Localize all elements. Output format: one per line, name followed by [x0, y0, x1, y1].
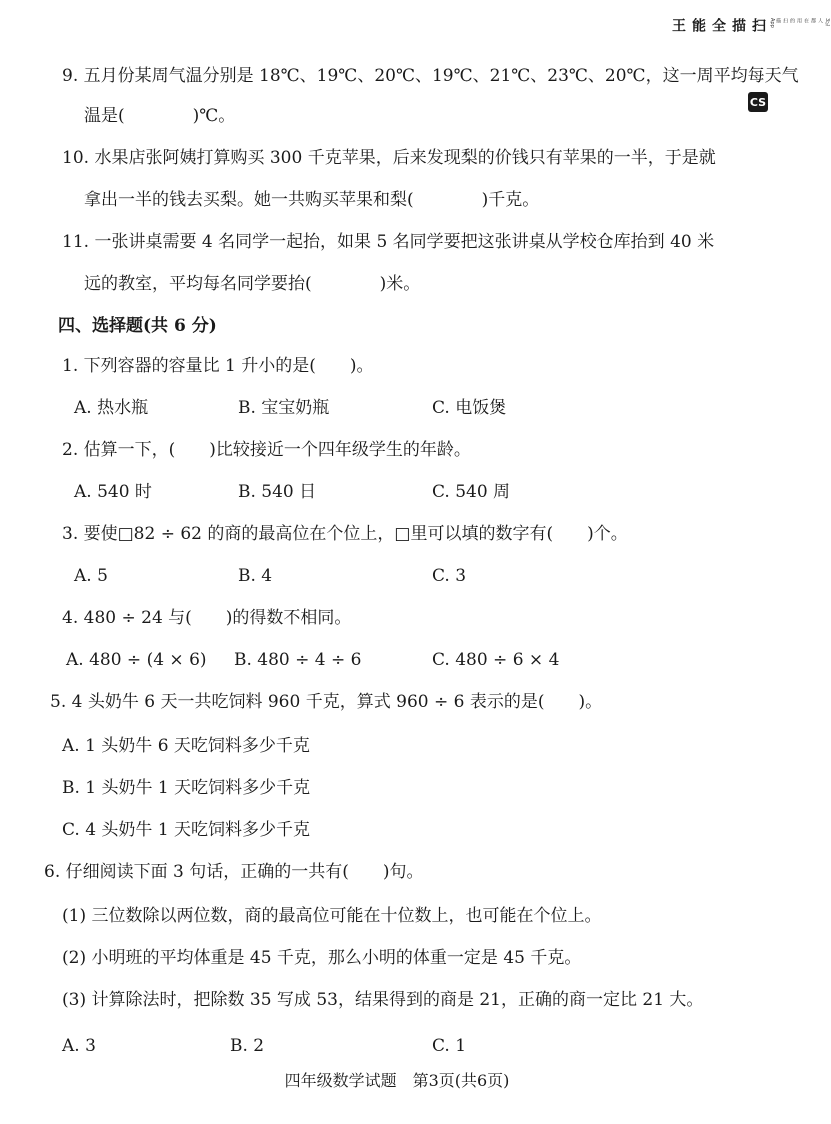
choice-1-option-a: A. 热水瓶: [74, 398, 149, 418]
choice-6-option-b: B. 2: [230, 1036, 265, 1056]
brand-tagline: 3亿人都在用的扫描App: [769, 18, 830, 28]
choice-4-option-a: A. 480 ÷ (4 × 6): [66, 650, 207, 670]
choice-3-option-a: A. 5: [74, 566, 108, 586]
choice-4-option-b: B. 480 ÷ 4 ÷ 6: [234, 650, 362, 670]
choice-2-option-a: A. 540 时: [74, 482, 152, 502]
choice-6-statement-1: (1) 三位数除以两位数，商的最高位可能在十位数上，也可能在个位上。: [62, 906, 602, 926]
question-11-line1: 11. 一张讲桌需要 4 名同学一起抬，如果 5 名同学要把这张讲桌从学校仓库抬到 40 米: [62, 232, 715, 252]
question-11-line2: 远的教室，平均每名同学要抬( )米。: [84, 274, 421, 294]
section-title: 四、选择题(共 6 分): [58, 316, 217, 336]
choice-5-option-b: B. 1 头奶牛 1 天吃饲料多少千克: [62, 778, 311, 798]
choice-6-statement-3: (3) 计算除法时，把除数 35 写成 53，结果得到的商是 21，正确的商一定比 21 大。: [62, 990, 704, 1010]
choice-6-option-a: A. 3: [62, 1036, 96, 1056]
choice-2-option-b: B. 540 日: [238, 482, 317, 502]
choice-6-statement-2: (2) 小明班的平均体重是 45 千克，那么小明的体重一定是 45 千克。: [62, 948, 582, 968]
choice-5-stem: 5. 4 头奶牛 6 天一共吃饲料 960 千克，算式 960 ÷ 6 表示的是( )。: [50, 692, 603, 712]
choice-5-option-a: A. 1 头奶牛 6 天吃饲料多少千克: [62, 736, 310, 756]
choice-3-option-b: B. 4: [238, 566, 273, 586]
choice-2-option-c: C. 540 周: [432, 482, 511, 502]
choice-6-stem: 6. 仔细阅读下面 3 句话，正确的一共有( )句。: [44, 862, 424, 882]
choice-1-stem: 1. 下列容器的容量比 1 升小的是( )。: [62, 356, 374, 376]
brand-logo-icon: CS: [748, 92, 768, 112]
question-10-line2: 拿出一半的钱去买梨。她一共购买苹果和梨( )千克。: [84, 190, 540, 210]
choice-4-option-c: C. 480 ÷ 6 × 4: [432, 650, 560, 670]
question-10-line1: 10. 水果店张阿姨打算购买 300 千克苹果，后来发现梨的价钱只有苹果的一半，于是就: [62, 148, 716, 168]
question-9-line1: 9. 五月份某周气温分别是 18℃、19℃、20℃、19℃、21℃、23℃、20℃，这一周平均每天气: [62, 66, 799, 86]
brand-name: 扫描全能王: [670, 18, 766, 33]
choice-5-option-c: C. 4 头奶牛 1 天吃饲料多少千克: [62, 820, 311, 840]
choice-4-stem: 4. 480 ÷ 24 与( )的得数不相同。: [62, 608, 352, 628]
question-9-line2: 温是( )℃。: [84, 106, 236, 126]
choice-1-option-b: B. 宝宝奶瓶: [238, 398, 330, 418]
choice-6-option-c: C. 1: [432, 1036, 467, 1056]
choice-2-stem: 2. 估算一下，( )比较接近一个四年级学生的年龄。: [62, 440, 471, 460]
choice-1-option-c: C. 电饭煲: [432, 398, 507, 418]
choice-3-stem: 3. 要使□82 ÷ 62 的商的最高位在个位上，□里可以填的数字有( )个。: [62, 524, 628, 544]
page-footer: 四年级数学试题 第3页(共6页): [284, 1071, 510, 1090]
choice-3-option-c: C. 3: [432, 566, 467, 586]
